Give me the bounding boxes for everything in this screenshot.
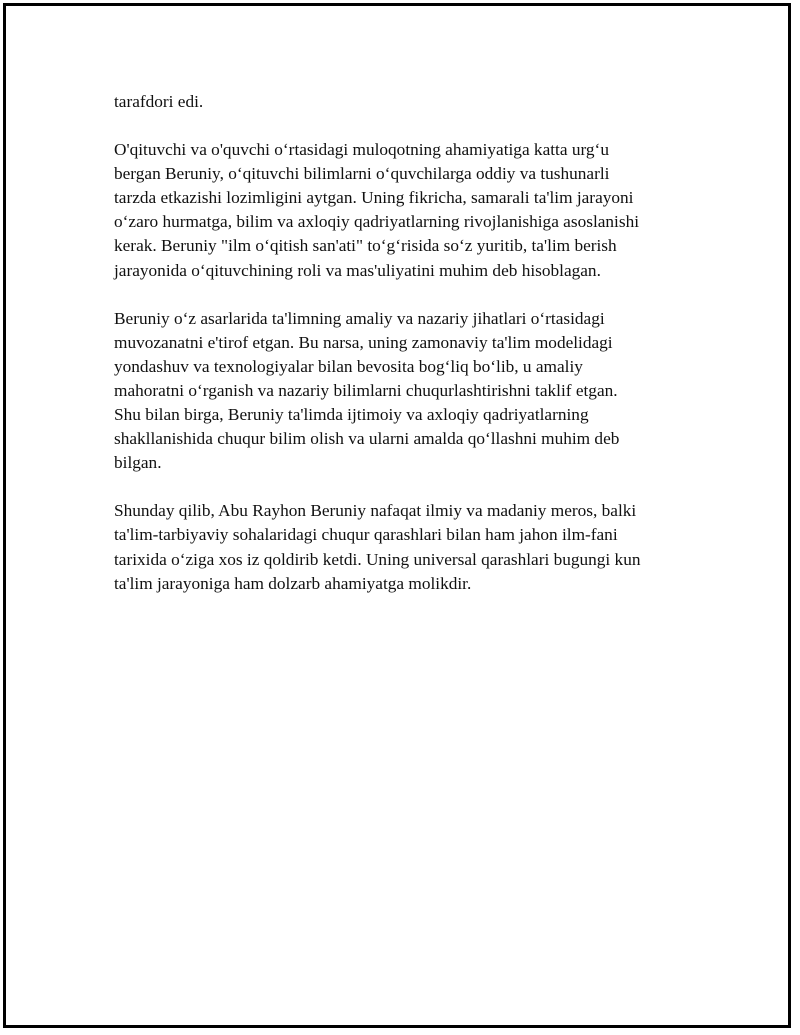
text-line: yondashuv va texnologiyalar bilan bevosita bog‘liq bo‘lib, u amaliy bbox=[114, 356, 583, 376]
text-line: tarafdori edi. bbox=[114, 92, 204, 111]
text-line: tarzda etkazishi lozimligini aytgan. Uning fikricha, samarali ta'lim jarayoni bbox=[114, 188, 634, 208]
document-body bbox=[114, 90, 684, 620]
text-line: tarixida o‘ziga xos iz qoldirib ketdi. Uning universal qarashlari bugungi kun bbox=[114, 549, 641, 569]
paragraph-4 bbox=[114, 499, 684, 595]
text-line: o‘zaro hurmatga, bilim va axloqiy qadriyatlarning rivojlanishiga asoslanishi bbox=[114, 212, 640, 232]
text-line: O'qituvchi va o'quvchi o‘rtasidagi muloqotning ahamiyatiga katta urg‘u bbox=[114, 140, 609, 160]
text-line: Shu bilan birga, Beruniy ta'limda ijtimoiy va axloqiy qadriyatlarning bbox=[114, 405, 589, 425]
text-line: jarayonida o‘qituvchining roli va mas'uliyatini muhim deb hisoblagan. bbox=[114, 260, 601, 280]
text-line: Beruniy o‘z asarlarida ta'limning amaliy va nazariy jihatlari o‘rtasidagi bbox=[114, 308, 605, 328]
text-line: shakllanishida chuqur bilim olish va ularni amalda qo‘llashni muhim deb bbox=[114, 429, 620, 449]
text-line: bilgan. bbox=[114, 453, 162, 473]
paragraph-3 bbox=[114, 307, 684, 476]
text-line: mahoratni o‘rganish va nazariy bilimlarni chuqurlashtirishni taklif etgan. bbox=[114, 380, 618, 400]
text-line: muvozanatni e'tirof etgan. Bu narsa, uning zamonaviy ta'lim modelidagi bbox=[114, 332, 613, 352]
text-line: ta'lim-tarbiyaviy sohalaridagi chuqur qarashlari bilan ham jahon ilm-fani bbox=[114, 525, 618, 545]
text-line: kerak. Beruniy "ilm o‘qitish san'ati" to‘g‘risida so‘z yuritib, ta'lim berish bbox=[114, 236, 617, 256]
text-line: Shunday qilib, Abu Rayhon Beruniy nafaqat ilmiy va madaniy meros, balki bbox=[114, 501, 637, 521]
text-line: ta'lim jarayoniga ham dolzarb ahamiyatga molikdir. bbox=[114, 573, 472, 593]
paragraph-2 bbox=[114, 138, 684, 283]
text-line: bergan Beruniy, o‘qituvchi bilimlarni o‘quvchilarga oddiy va tushunarli bbox=[114, 164, 610, 184]
paragraph-1 bbox=[114, 90, 684, 114]
